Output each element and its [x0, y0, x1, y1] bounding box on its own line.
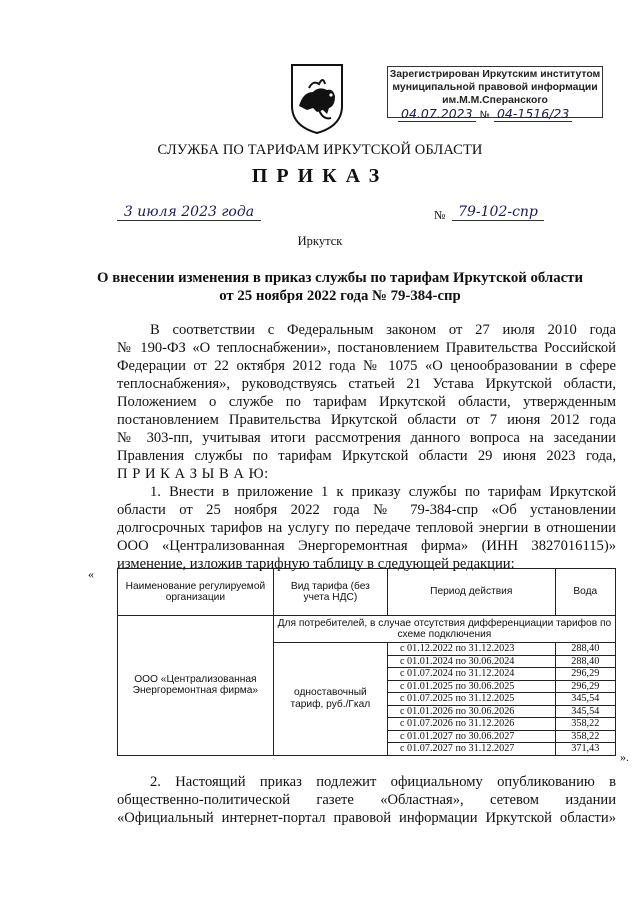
- paragraph-2-line: области от 25 ноября 2022 года № 79-384-спр «Об установлении: [117, 502, 616, 518]
- paragraph-1-line: В соответствии с Федеральным законом от 27 июля 2010 года: [150, 322, 616, 338]
- subheader-cell: Для потребителей, в случае отсутствия дифференциации тарифов по схеме подключения: [273, 616, 615, 643]
- table-header-row: [118, 569, 616, 616]
- header-period: Период действия: [387, 569, 555, 616]
- paragraph-1-line: № 303-пп, учитывая итоги рассмотрения данного вопроса на заседании: [117, 430, 616, 446]
- water-value-cell: 288,40: [555, 655, 615, 668]
- registration-no-label: №: [479, 110, 490, 121]
- period-cell: с 01.01.2026 по 30.06.2026: [387, 705, 555, 718]
- city: Иркутск: [297, 234, 343, 248]
- paragraph-3-line: 2. Настоящий приказ подлежит официальному опубликованию в: [150, 774, 616, 790]
- paragraph-2-line: долгосрочных тарифов на услугу по передаче тепловой энергии в отношении: [117, 520, 616, 536]
- registration-number: 04-1516/23: [494, 106, 572, 122]
- tariff-table: [117, 568, 616, 756]
- prikazyvayu: П Р И К А З Ы В А Ю:: [117, 466, 269, 482]
- header-organization: Наименование регулируемой организации: [118, 569, 274, 616]
- water-value-cell: 296,29: [555, 680, 615, 693]
- paragraph-1-line: Правления службы по тарифам Иркутской области 29 июня 2023 года,: [117, 448, 616, 464]
- paragraph-1-line: № 190-ФЗ «О теплоснабжении», постановлением Правительства Российской: [117, 340, 616, 356]
- water-value-cell: 358,22: [555, 718, 615, 731]
- tariff-type-cell: одноставочный тариф, руб./Гкал: [273, 643, 387, 756]
- document-title: [60, 269, 620, 305]
- registration-details: [398, 106, 604, 126]
- paragraph-1-line: теплоснабжения», руководствуясь статьей 21 Устава Иркутской области,: [117, 376, 616, 392]
- table-subheader-row: [118, 616, 616, 643]
- order-number-label: №: [434, 208, 446, 222]
- paragraph-2-line: 1. Внести в приложение 1 к приказу службы по тарифам Иркутской: [150, 484, 616, 500]
- organization-name: СЛУЖБА ПО ТАРИФАМ ИРКУТСКОЙ ОБЛАСТИ: [157, 142, 483, 158]
- period-cell: с 01.01.2027 по 30.06.2027: [387, 730, 555, 743]
- stamp-line-3: им.М.М.Сперанского: [442, 95, 548, 106]
- organization-cell: ООО «Централизованная Энергоремонтная фирма»: [118, 616, 274, 756]
- order-date: 3 июля 2023 года: [117, 204, 261, 221]
- order-number: 79-102-спр: [452, 204, 544, 221]
- water-value-cell: 358,22: [555, 730, 615, 743]
- water-value-cell: 345,54: [555, 705, 615, 718]
- paragraph-2-line: изменение, изложив тарифную таблицу в следующей редакции:: [117, 556, 515, 572]
- period-cell: с 01.12.2022 по 31.12.2023: [387, 643, 555, 656]
- coat-of-arms-icon: [289, 62, 345, 136]
- period-cell: с 01.07.2025 по 31.12.2025: [387, 693, 555, 706]
- water-value-cell: 371,43: [555, 743, 615, 756]
- period-cell: с 01.07.2024 по 31.12.2024: [387, 668, 555, 681]
- period-cell: с 01.01.2024 по 30.06.2024: [387, 655, 555, 668]
- paragraph-3-line: «Официальный интернет-портал правовой информации Иркутской области»: [117, 810, 616, 826]
- header-tariff-type: Вид тарифа (без учета НДС): [273, 569, 387, 616]
- header-water: Вода: [555, 569, 615, 616]
- stamp-line-2: муниципальной правовой информации: [392, 82, 598, 93]
- water-value-cell: 345,54: [555, 693, 615, 706]
- period-cell: с 01.07.2026 по 31.12.2026: [387, 718, 555, 731]
- paragraph-1-line: Федерации от 22 октября 2012 года № 1075 «О ценообразовании в сфере: [117, 358, 616, 374]
- paragraph-1-line: постановлением Правительства Иркутской области от 7 июня 2012 года: [117, 412, 616, 428]
- period-cell: с 01.01.2025 по 30.06.2025: [387, 680, 555, 693]
- table-open-quote: «: [88, 567, 94, 581]
- stamp-line-1: Зарегистрирован Иркутским институтом: [389, 69, 601, 80]
- title-line-1: О внесении изменения в приказ службы по тарифам Иркутской области: [97, 270, 583, 286]
- paragraph-2-line: ООО «Централизованная Энергоремонтная фирма» (ИНН 3827016115)»: [117, 538, 616, 554]
- paragraph-3-line: общественно-политической газете «Областная», сетевом издании: [117, 792, 616, 808]
- water-value-cell: 296,29: [555, 668, 615, 681]
- title-line-2: от 25 ноября 2022 года № 79-384-спр: [219, 288, 461, 304]
- period-cell: с 01.07.2027 по 31.12.2027: [387, 743, 555, 756]
- paragraph-1-line: Положением о службе по тарифам Иркутской области, утвержденным: [117, 394, 616, 410]
- water-value-cell: 288,40: [555, 643, 615, 656]
- table-close-quote: ».: [620, 750, 629, 764]
- document-type: ПРИКАЗ: [251, 165, 389, 187]
- registration-date: 04.07.2023: [398, 106, 476, 122]
